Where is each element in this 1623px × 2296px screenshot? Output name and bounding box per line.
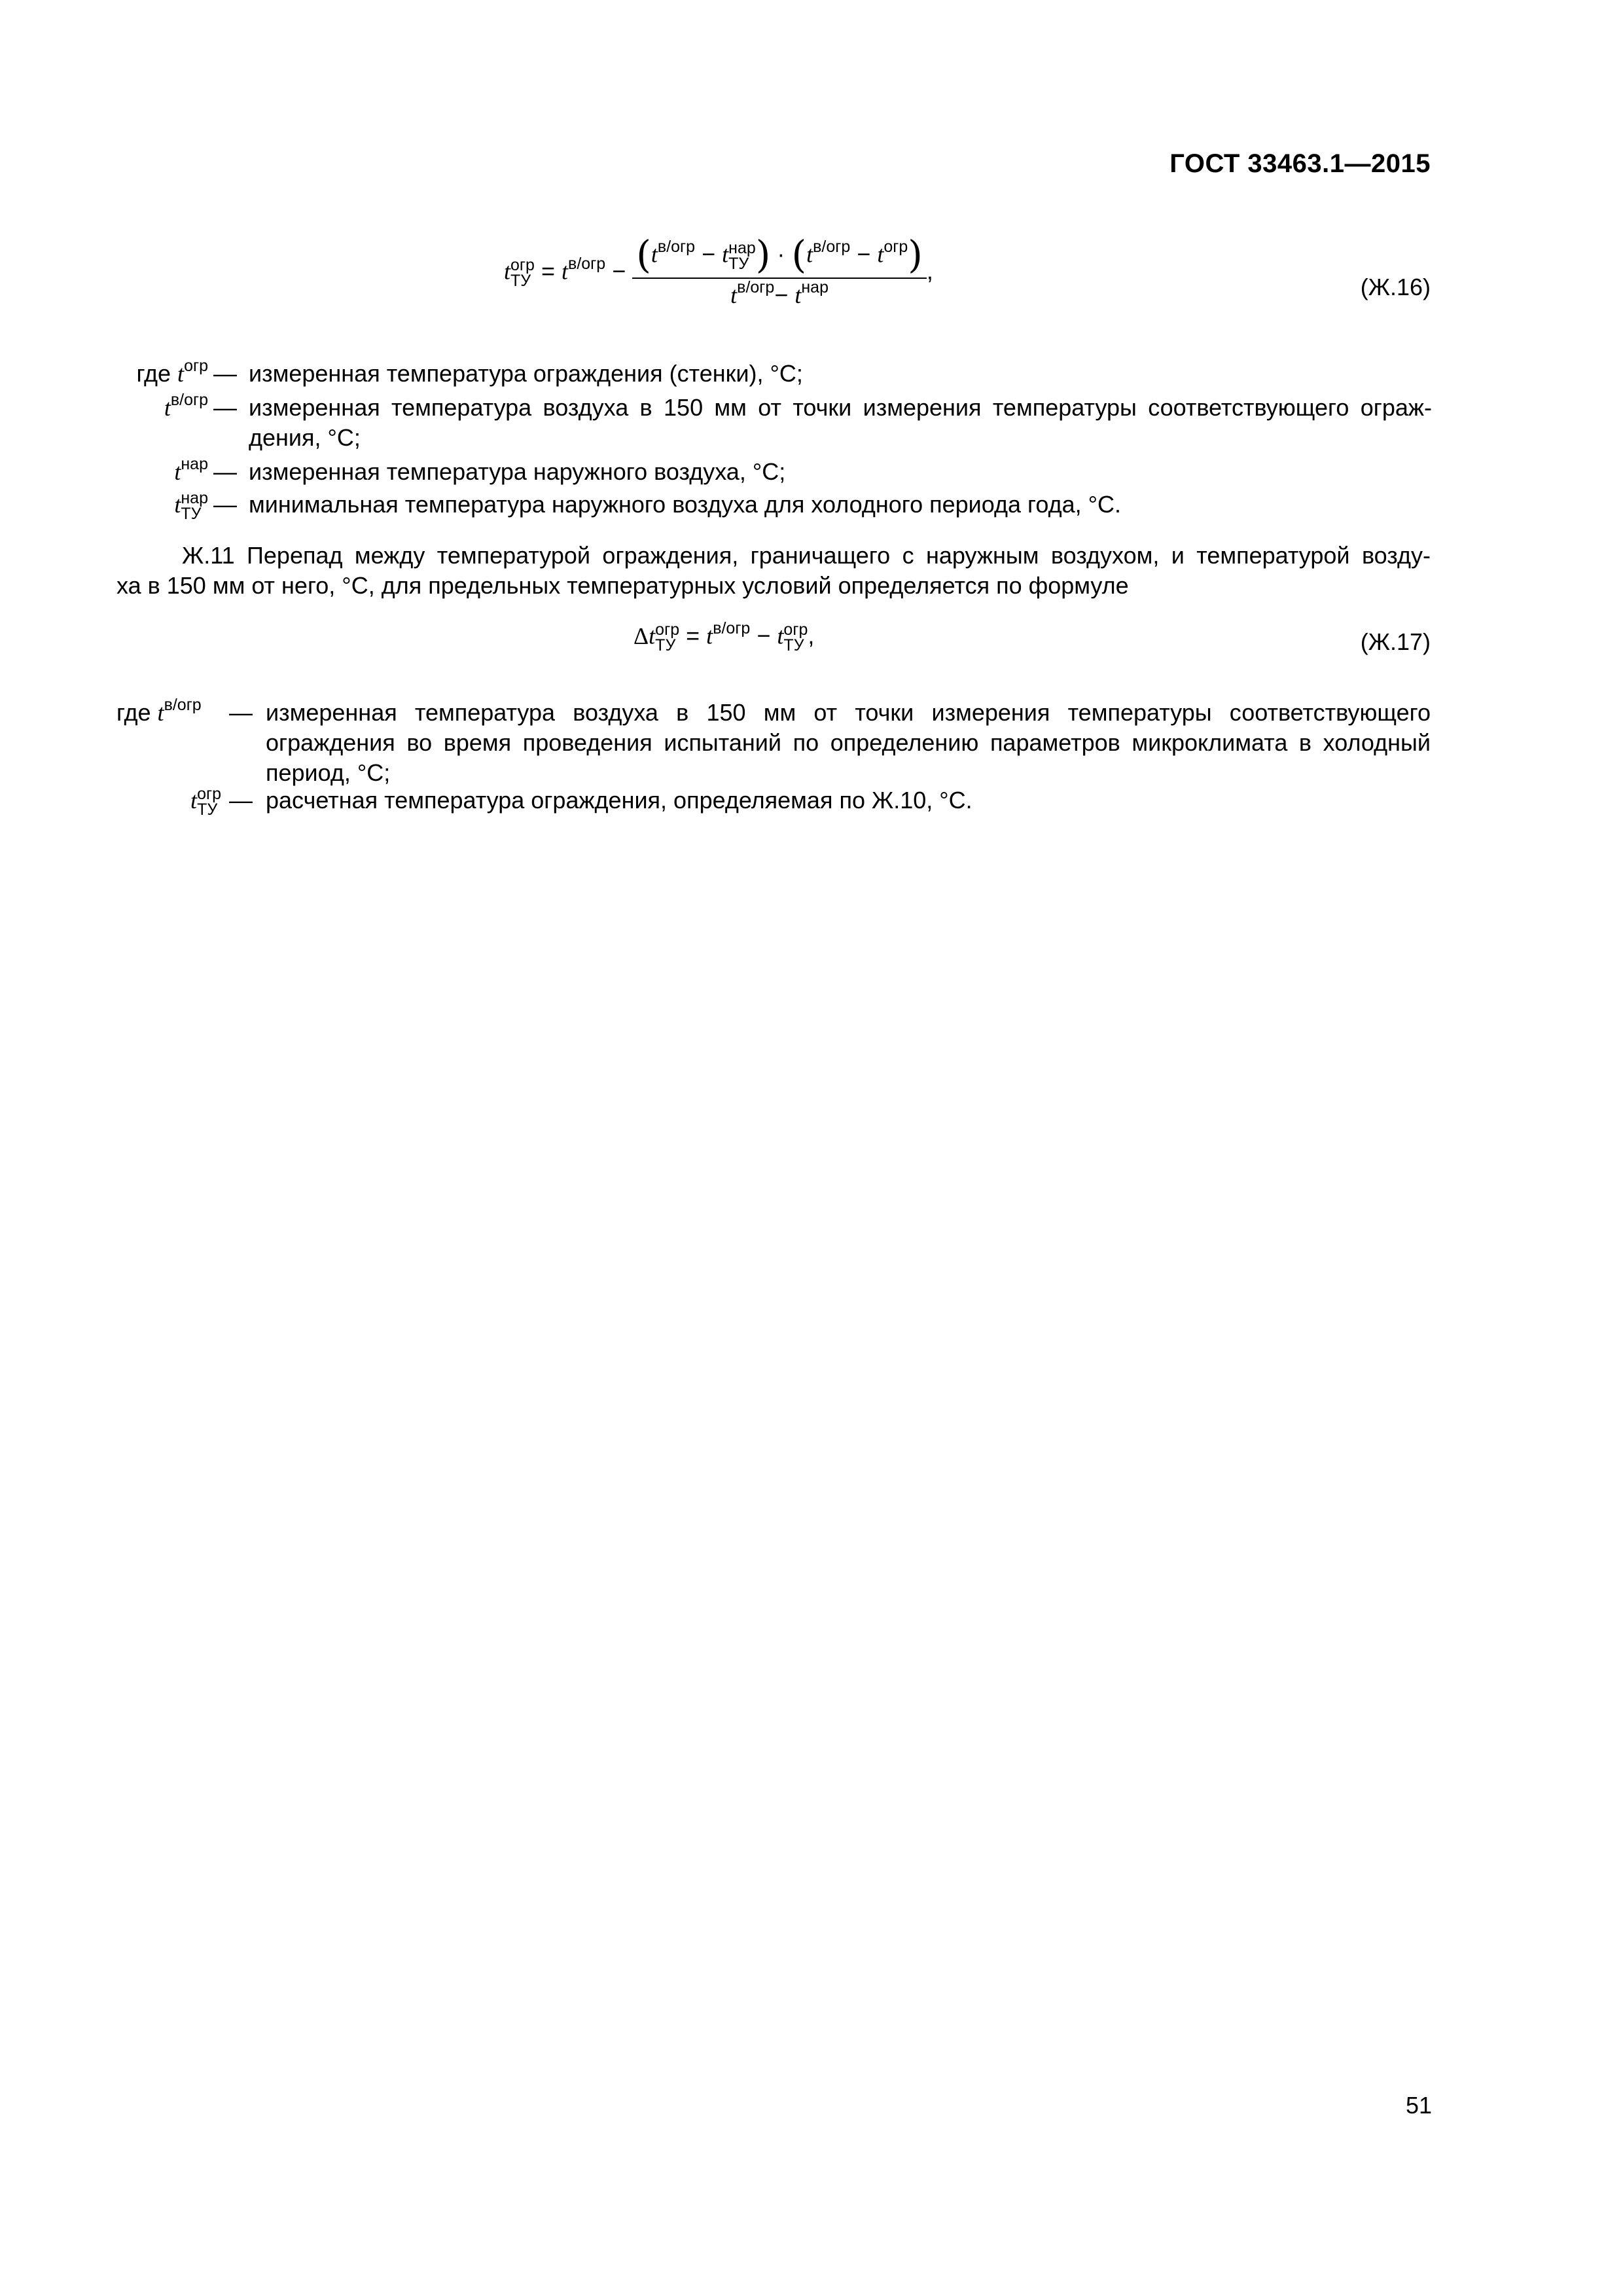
definition-dash: — (229, 699, 253, 726)
definition-text-continued: ограждения во время проведения испытаний по определению параметров микроклимата в холодный (266, 729, 1431, 756)
definition-dash: — (229, 787, 253, 814)
definition-symbol: t огр ТУ (190, 785, 221, 819)
definition-text: минимальная температура наружного воздуха для холодного периода года, °С. (249, 491, 1122, 518)
formula-var: t (504, 258, 511, 285)
definition-symbol: $t^{в/огр}$ (164, 391, 208, 421)
definition-dash: — (213, 360, 237, 387)
definition-text: измеренная температура воздуха в 150 мм от точки измерения температуры соответствующего (266, 699, 1431, 726)
document-header: ГОСТ 33463.1—2015 (1169, 149, 1431, 178)
definition-text: измеренная температура наружного воздуха, °С; (249, 458, 786, 485)
formula-zh17: Δt огр ТУ = $t^{в/огр} - t$ огр ТУ , (633, 619, 815, 655)
definition-text-continued: период, °С; (266, 759, 391, 786)
definition-text: расчетная температура ограждения, определяемая по Ж.10, °С. (266, 787, 972, 814)
page-number: 51 (1405, 2092, 1432, 2119)
definition-dash: — (213, 491, 237, 518)
definition-text-continued: дения, °С; (249, 424, 361, 451)
definition-text: измеренная температура ограждения (стенки), °С; (249, 360, 803, 387)
paragraph-line: ха в 150 мм от него, °С, для предельных температурных условий определяется по формуле (116, 572, 1129, 599)
definition-dash: — (213, 458, 237, 485)
definition-symbol: $t^{нар}$ (174, 455, 208, 485)
paragraph-zh11 (116, 541, 1431, 601)
definition-symbol: где $t^{в/огр}$ (116, 696, 202, 726)
formula-zh16: t огр ТУ = $t^{в/огр}$ − ($t^{в/огр} - t$ нар ТУ ) · $(t^{в/огр} - t^{огр})$ $t^{в/огр}- t^{нар}$ , (504, 232, 933, 308)
equation-number-zh17: (Ж.17) (1360, 628, 1431, 655)
equation-number-zh16: (Ж.16) (1360, 274, 1431, 300)
definition-symbol: t нар ТУ (174, 489, 208, 524)
fraction-numerator: ($t^{в/огр} - t$ нар ТУ ) · $(t^{в/огр} - t^{огр})$ (632, 237, 927, 279)
definition-dash: — (213, 394, 237, 421)
fraction-denominator: $t^{в/огр}- t^{нар}$ (730, 278, 829, 308)
definition-symbol: где $t^{огр}$ (136, 357, 208, 387)
definition-text: измеренная температура воздуха в 150 мм от точки измерения температуры соответствующего ограж- (249, 394, 1432, 421)
paragraph-line: Ж.11 Перепад между температурой ограждения, граничащего с наружным воздухом, и температурой возду- (182, 542, 1431, 569)
formula-fraction (632, 232, 927, 309)
